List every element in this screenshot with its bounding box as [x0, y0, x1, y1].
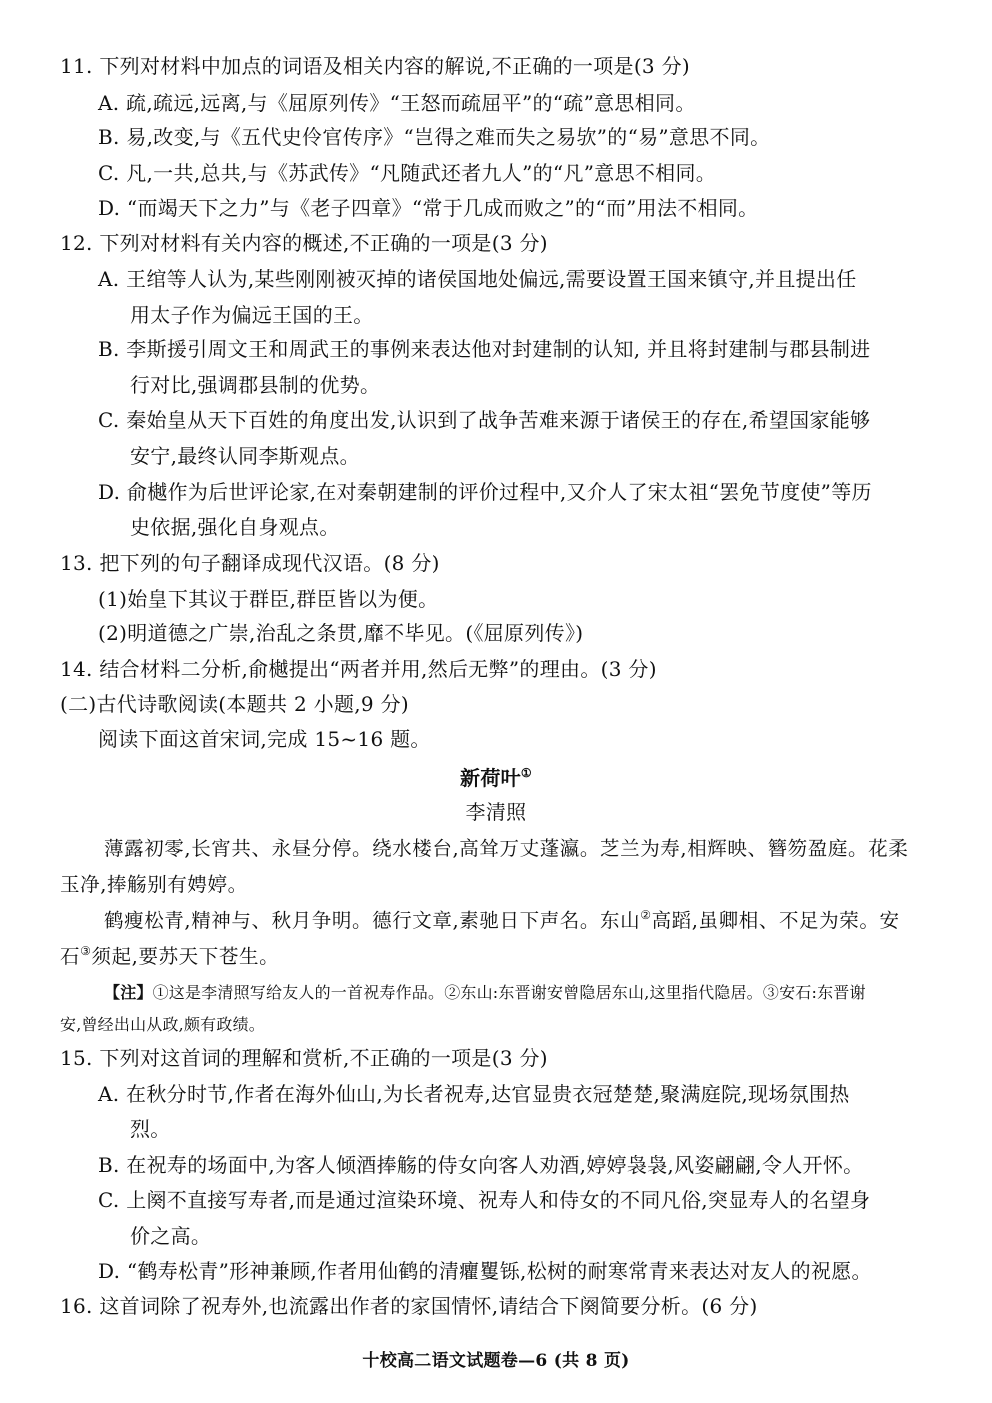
q16-stem: 16. 这首词除了祝寿外,也流露出作者的家国情怀,请结合下阕简要分析。(6 分) — [60, 1294, 758, 1318]
q12-option-c-line1: C. 秦始皇从天下百姓的角度出发,认识到了战争苦难来源于诸侯王的存在,希望国家能够 — [98, 408, 871, 432]
poem-note-marker-2: ② — [640, 908, 652, 922]
q15-option-c-line1: C. 上阕不直接写寿者,而是通过渲染环境、祝寿人和侍女的不同凡俗,突显寿人的名望身 — [98, 1188, 871, 1212]
poem-title-note-marker: ① — [520, 766, 532, 780]
q12-option-d-line2: 史依据,强化自身观点。 — [130, 515, 340, 539]
poem-author: 李清照 — [465, 800, 527, 824]
section-intro: 阅读下面这首宋词,完成 15~16 题。 — [98, 727, 431, 751]
poem-stanza2-line2-a: 石 — [60, 945, 81, 968]
poem-note-line1 — [104, 978, 866, 1008]
poem-title-text: 新荷叶 — [460, 766, 521, 790]
page-footer: 十校高二语文试题卷—6 (共 8 页) — [362, 1351, 630, 1371]
poem-note-line2: 安,曾经出山从政,颇有政绩。 — [60, 1015, 265, 1034]
q15-option-a-line2: 烈。 — [130, 1117, 171, 1141]
poem-stanza1-line2: 玉净,捧觞别有娉婷。 — [60, 873, 248, 896]
q13-stem: 13. 把下列的句子翻译成现代汉语。(8 分) — [60, 551, 440, 575]
q14-stem: 14. 结合材料二分析,俞樾提出“两者并用,然后无弊”的理由。(3 分) — [60, 657, 657, 681]
q15-option-a-line1: A. 在秋分时节,作者在海外仙山,为长者祝寿,达官显贵衣冠楚楚,聚满庭院,现场氛围热 — [98, 1082, 850, 1106]
q11-option-b: B. 易,改变,与《五代史伶官传序》“岂得之难而失之易欤”的“易”意思不同。 — [98, 125, 771, 149]
note-text-1: ①这是李清照写给友人的一首祝寿作品。②东山:东晋谢安曾隐居东山,这里指代隐居。③安石:东晋谢 — [152, 983, 866, 1002]
q15-option-b: B. 在祝寿的场面中,为客人倾酒捧觞的侍女向客人劝酒,婷婷袅袅,风姿翩翩,令人开怀。 — [98, 1153, 864, 1177]
poem-stanza2-line2-b: 须起,要苏天下苍生。 — [91, 945, 280, 968]
q13-sentence-2: (2)明道德之广崇,治乱之条贯,靡不毕见。(《屈原列传》) — [98, 621, 584, 645]
poem-stanza2-line1 — [104, 906, 900, 936]
q12-option-b-line1: B. 李斯援引周文王和周武王的事例来表达他对封建制的认知, 并且将封建制与郡县制进 — [98, 337, 871, 361]
q13-sentence-1: (1)始皇下其议于群臣,群臣皆以为便。 — [98, 587, 439, 611]
q15-option-c-line2: 价之高。 — [130, 1224, 212, 1248]
q11-stem: 11. 下列对材料中加点的词语及相关内容的解说,不正确的一项是(3 分) — [60, 54, 691, 78]
note-label: 【注】 — [104, 983, 153, 1002]
q12-option-b-line2: 行对比,强调郡县制的优势。 — [130, 373, 381, 397]
q15-stem: 15. 下列对这首词的理解和赏析,不正确的一项是(3 分) — [60, 1046, 548, 1070]
q12-stem: 12. 下列对材料有关内容的概述,不正确的一项是(3 分) — [60, 231, 548, 255]
q12-option-d-line1: D. 俞樾作为后世评论家,在对秦朝建制的评价过程中,又介人了宋太祖“罢免节度使”等历 — [98, 480, 872, 504]
poem-title — [0, 763, 992, 793]
poem-stanza2-line2 — [60, 942, 279, 972]
poem-stanza2-text-b: 高蹈,虽卿相、不足为荣。安 — [651, 909, 900, 932]
q15-option-d: D. “鹤寿松青”形神兼顾,作者用仙鹤的清癯矍铄,松树的耐寒常青来表达对友人的祝愿。 — [98, 1259, 872, 1283]
q11-option-a: A. 疏,疏远,远离,与《屈原列传》“王怒而疏屈平”的“疏”意思相同。 — [98, 91, 696, 115]
q12-option-a-line2: 用太子作为偏远王国的王。 — [130, 303, 374, 327]
poem-note-marker-3: ③ — [80, 944, 92, 958]
q12-option-c-line2: 安宁,最终认同李斯观点。 — [130, 444, 360, 468]
q11-option-d: D. “而竭天下之力”与《老子四章》“常于几成而败之”的“而”用法不相同。 — [98, 196, 759, 220]
poem-stanza2-text-a: 鹤瘦松青,精神与、秋月争明。德行文章,素驰日下声名。东山 — [104, 909, 641, 932]
poem-stanza1-line1: 薄露初零,长宵共、永昼分停。绕水楼台,高耸万丈蓬瀛。芝兰为寿,相辉映、簪笏盈庭。花柔 — [104, 837, 909, 860]
q12-option-a-line1: A. 王绾等人认为,某些刚刚被灭掉的诸侯国地处偏远,需要设置王国来镇守,并且提出任 — [98, 267, 857, 291]
section-heading: (二)古代诗歌阅读(本题共 2 小题,9 分) — [60, 692, 409, 716]
q11-option-c: C. 凡,一共,总共,与《苏武传》“凡随武还者九人”的“凡”意思不相同。 — [98, 161, 717, 185]
